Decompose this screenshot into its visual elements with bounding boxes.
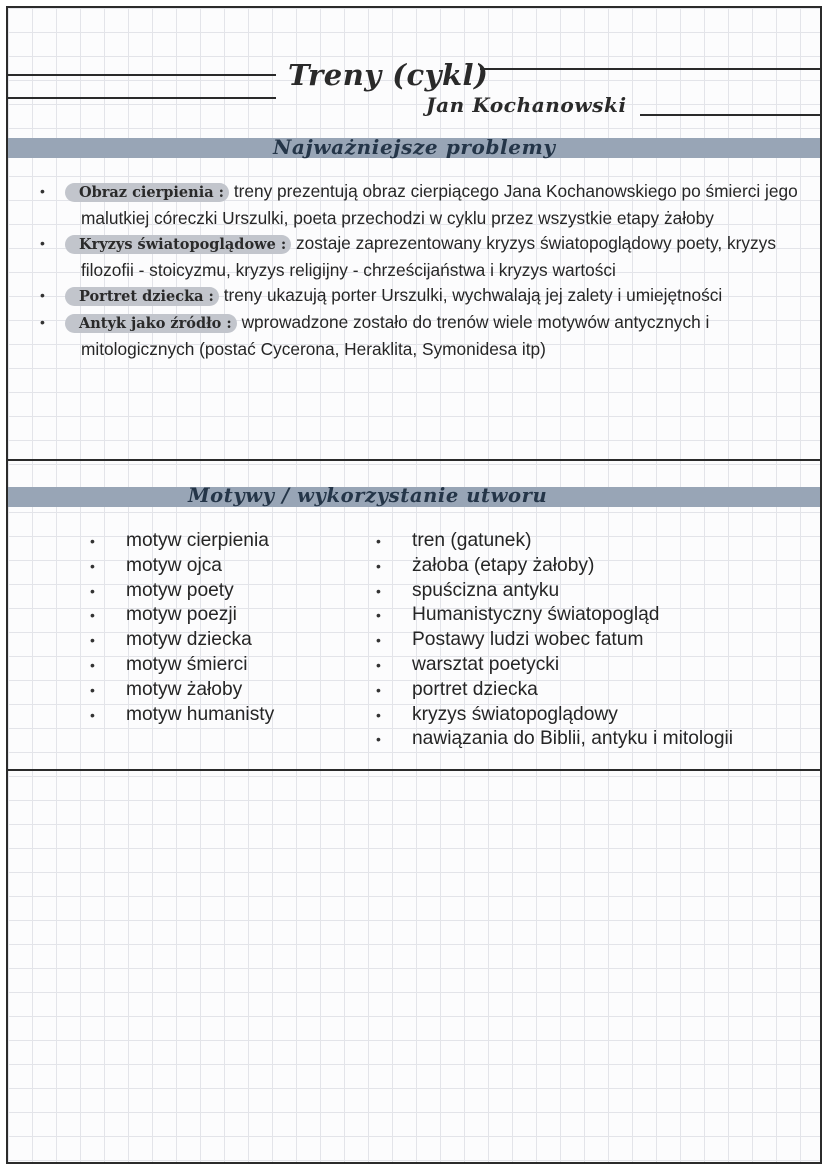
- list-item: • motyw dziecka: [90, 628, 274, 653]
- motifs-list-right: [376, 529, 733, 752]
- list-item: • warsztat poetycki: [376, 653, 733, 678]
- list-item: [40, 231, 800, 283]
- list-item: • tren (gatunek): [376, 529, 733, 554]
- problem-text: treny ukazują porter Urszulki, wychwalają jej zalety i umiejętności: [218, 285, 723, 306]
- problem-label: Portret dziecka :: [65, 287, 219, 306]
- list-item: • motyw śmierci: [90, 653, 274, 678]
- section-divider: [8, 769, 820, 771]
- problem-text: treny prezentują obraz cierpiącego Jana Kochanowskiego po śmierci jego malutkiej córeczki Urszulki, poeta przechodzi w cyklu przez wszystkie etapy żałoby: [81, 181, 798, 228]
- list-item: • Humanistyczny światopogląd: [376, 603, 733, 628]
- list-item: • kryzys światopoglądowy: [376, 703, 733, 728]
- motifs-heading: Motywy / wykorzystanie utworu: [188, 484, 548, 507]
- problems-list: [40, 179, 800, 362]
- list-item: • motyw ojca: [90, 554, 274, 579]
- list-item: [40, 179, 800, 231]
- problem-text: wprowadzone zostało do trenów wiele motywów antycznych i mitologicznych (postać Cycerona, Heraklita, Symonidesa itp): [81, 311, 710, 359]
- header-rule-right-top: [480, 68, 820, 70]
- list-item: • motyw cierpienia: [90, 529, 274, 554]
- list-item: • motyw żałoby: [90, 678, 274, 703]
- problem-label: Antyk jako źródło :: [65, 314, 237, 333]
- list-item: • nawiązania do Biblii, antyku i mitologii: [376, 727, 733, 752]
- problem-label: Kryzys światopoglądowe :: [65, 235, 291, 254]
- list-item: • motyw poezji: [90, 603, 274, 628]
- author-name: Jan Kochanowski: [426, 93, 627, 117]
- page-title: Treny (cykl): [288, 58, 489, 92]
- list-item: • motyw humanisty: [90, 703, 274, 728]
- list-item: [40, 283, 800, 310]
- list-item: • portret dziecka: [376, 678, 733, 703]
- list-item: • motyw poety: [90, 579, 274, 604]
- header-rule-left-top: [8, 74, 276, 76]
- problem-label: Obraz cierpienia :: [65, 183, 229, 202]
- list-item: • spuścizna antyku: [376, 579, 733, 604]
- list-item: [40, 310, 800, 362]
- header-rule-left-bottom: [8, 97, 276, 99]
- section-divider: [8, 459, 820, 461]
- problems-heading: Najważniejsze problemy: [273, 135, 556, 159]
- list-item: • żałoba (etapy żałoby): [376, 554, 733, 579]
- problem-text: zostaje zaprezentowany kryzys światopoglądowy poety, kryzys filozofii - stoicyzmu, kryzys religijny - chrześcijaństwa i kryzys wartości: [81, 233, 776, 280]
- motifs-list-left: [90, 529, 274, 727]
- header-rule-right-bottom: [640, 114, 820, 116]
- list-item: • Postawy ludzi wobec fatum: [376, 628, 733, 653]
